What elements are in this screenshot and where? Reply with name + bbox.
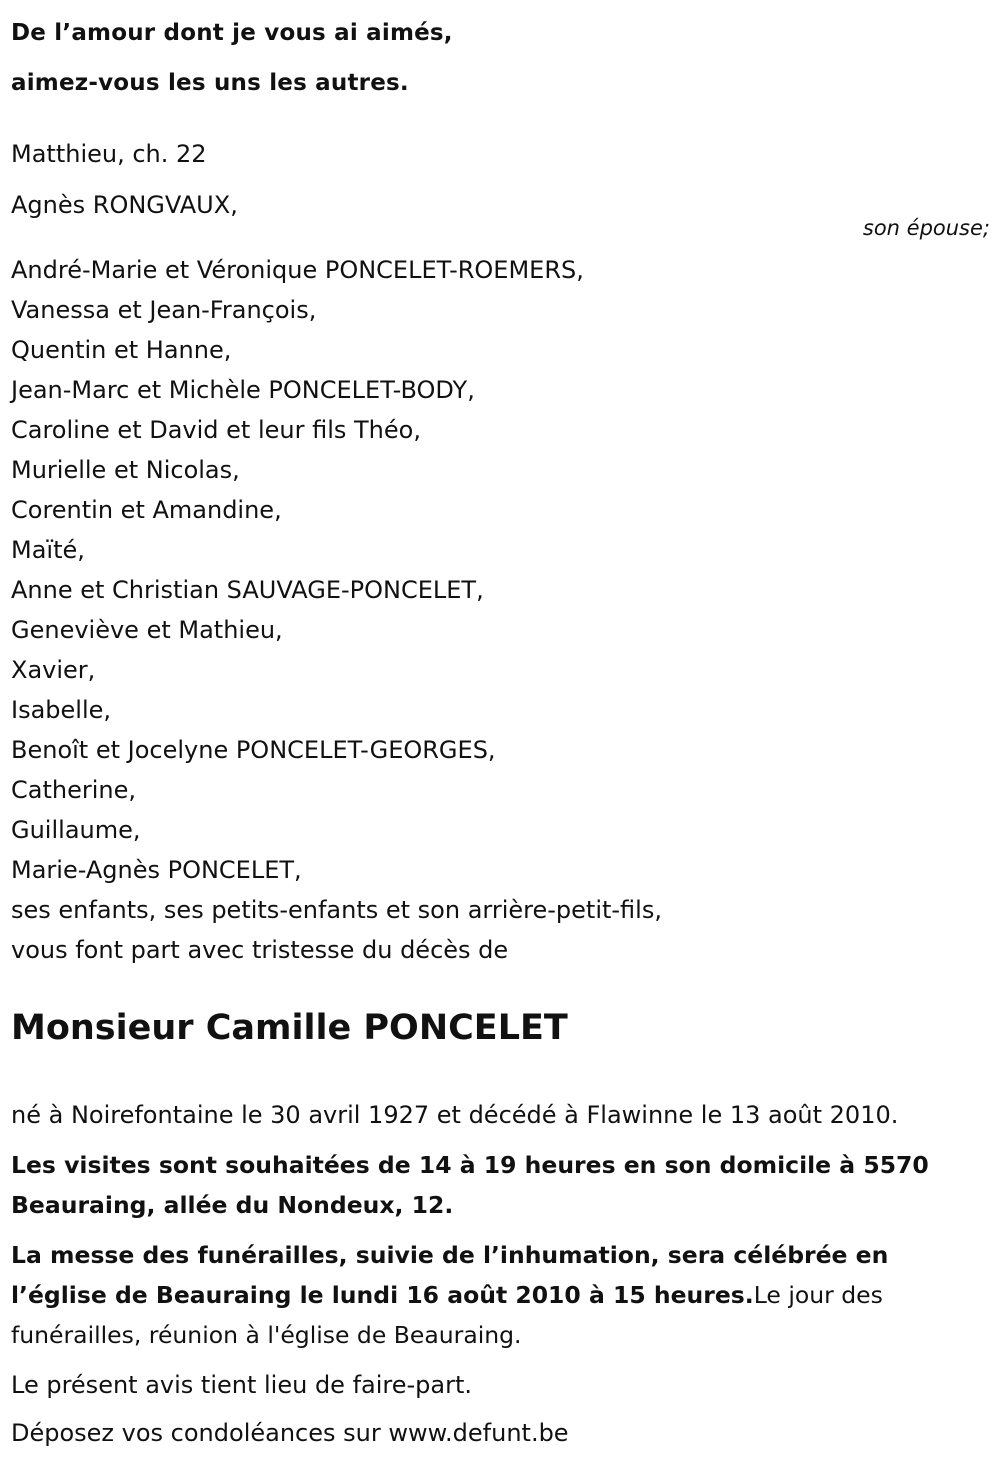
family-line: ses enfants, ses petits-enfants et son arrière-petit-fils,: [11, 896, 662, 924]
funeral-mass-details: La messe des funérailles, suivie de l’inhumation, sera célébrée en l’église de Beauraing le lundi 16 août 2010 à 15 heures.: [11, 1241, 889, 1309]
family-line: Murielle et Nicolas,: [11, 456, 240, 484]
visits-info: Les visites sont souhaitées de 14 à 19 heures en son domicile à 5570 Beauraing, allée du Nondeux, 12.: [11, 1151, 929, 1219]
family-line: Corentin et Amandine,: [11, 496, 282, 524]
family-line: Benoît et Jocelyne PONCELET-GEORGES,: [11, 736, 496, 764]
family-line: Isabelle,: [11, 696, 112, 724]
notice-text: Le présent avis tient lieu de faire-part.: [11, 1371, 473, 1399]
family-line: Marie-Agnès PONCELET,: [11, 856, 302, 884]
scripture-reference: Matthieu, ch. 22: [11, 140, 207, 168]
opening-quote: [11, 8, 453, 108]
family-line: Xavier,: [11, 656, 96, 684]
deceased-name: Monsieur Camille PONCELET: [11, 1008, 568, 1048]
quote-line-1: De l’amour dont je vous ai aimés,: [11, 20, 453, 46]
family-line: Guillaume,: [11, 816, 141, 844]
family-line: Jean-Marc et Michèle PONCELET-BODY,: [11, 376, 475, 404]
funeral-meeting-details: Le jour des funérailles, réunion à l'église de Beauraing.: [11, 1281, 883, 1349]
family-line: Catherine,: [11, 776, 136, 804]
spouse-name: Agnès RONGVAUX,: [11, 191, 238, 219]
funeral-info: [11, 1235, 971, 1355]
family-line: Caroline et David et leur fils Théo,: [11, 416, 421, 444]
birth-death-info: né à Noirefontaine le 30 avril 1927 et décédé à Flawinne le 13 août 2010.: [11, 1101, 899, 1129]
quote-line-2: aimez-vous les uns les autres.: [11, 70, 409, 96]
family-list: [11, 250, 662, 970]
family-line: Maïté,: [11, 536, 85, 564]
condolences-text: Déposez vos condoléances sur www.defunt.be: [11, 1419, 569, 1447]
family-line: André-Marie et Véronique PONCELET-ROEMERS,: [11, 256, 584, 284]
family-line: Quentin et Hanne,: [11, 336, 232, 364]
family-line: Anne et Christian SAUVAGE-PONCELET,: [11, 576, 484, 604]
spouse-role: son épouse;: [862, 216, 990, 240]
family-line: Geneviève et Mathieu,: [11, 616, 283, 644]
family-line: vous font part avec tristesse du décès de: [11, 936, 509, 964]
family-line: Vanessa et Jean-François,: [11, 296, 317, 324]
